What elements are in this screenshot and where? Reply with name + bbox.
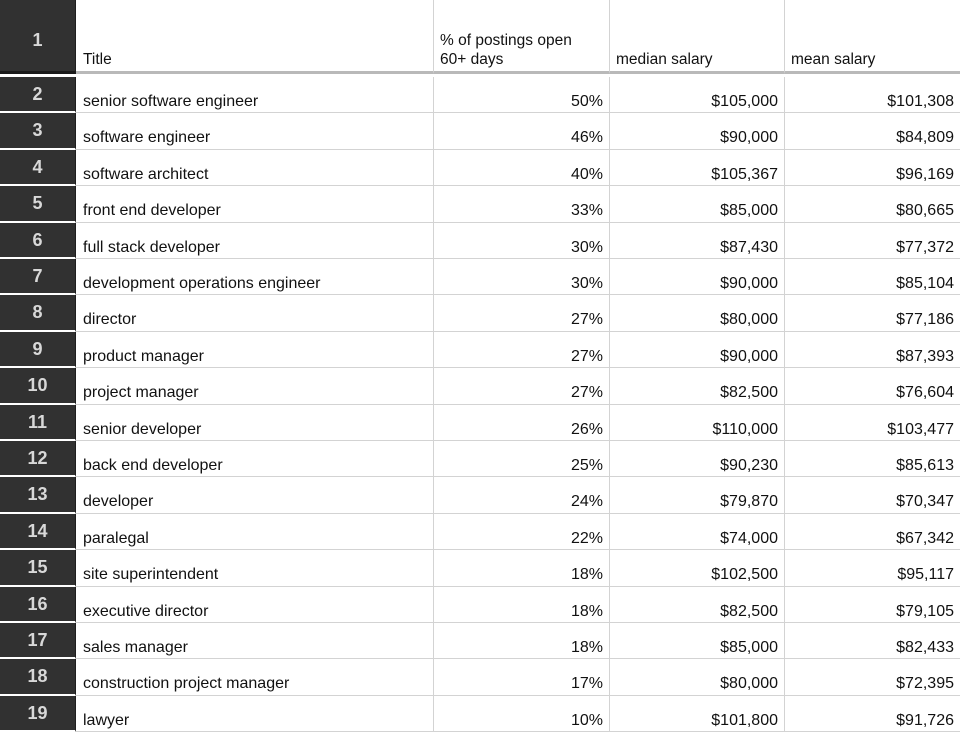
cell-pct-open[interactable]: 30% [434, 223, 610, 259]
cell-title[interactable]: construction project manager [76, 659, 434, 695]
cell-median-salary[interactable]: $79,870 [610, 477, 785, 513]
cell-pct-open[interactable]: 24% [434, 477, 610, 513]
table-row [0, 659, 960, 695]
row-number[interactable]: 3 [0, 113, 76, 149]
cell-title[interactable]: senior software engineer [76, 77, 434, 113]
table-row [0, 332, 960, 368]
row-number[interactable]: 4 [0, 150, 76, 186]
row-number[interactable]: 12 [0, 441, 76, 477]
cell-title[interactable]: developer [76, 477, 434, 513]
cell-mean-salary[interactable]: $67,342 [785, 514, 960, 550]
cell-median-salary[interactable]: $80,000 [610, 295, 785, 331]
table-row [0, 405, 960, 441]
row-number[interactable]: 2 [0, 77, 76, 113]
cell-pct-open[interactable]: 30% [434, 259, 610, 295]
row-number[interactable]: 8 [0, 295, 76, 331]
table-row [0, 587, 960, 623]
cell-pct-open[interactable]: 25% [434, 441, 610, 477]
cell-pct-open[interactable]: 46% [434, 113, 610, 149]
cell-mean-salary[interactable]: $70,347 [785, 477, 960, 513]
cell-mean-salary[interactable]: $96,169 [785, 150, 960, 186]
cell-median-salary[interactable]: $90,000 [610, 113, 785, 149]
cell-title[interactable]: paralegal [76, 514, 434, 550]
cell-median-salary[interactable]: $80,000 [610, 659, 785, 695]
row-number[interactable]: 5 [0, 186, 76, 222]
cell-mean-salary[interactable]: $76,604 [785, 368, 960, 404]
cell-median-salary[interactable]: $90,000 [610, 259, 785, 295]
cell-mean-salary[interactable]: $82,433 [785, 623, 960, 659]
row-number[interactable]: 14 [0, 514, 76, 550]
table-row [0, 514, 960, 550]
cell-pct-open[interactable]: 22% [434, 514, 610, 550]
cell-median-salary[interactable]: $110,000 [610, 405, 785, 441]
table-row [0, 441, 960, 477]
cell-mean-salary[interactable]: $77,186 [785, 295, 960, 331]
cell-pct-open[interactable]: 40% [434, 150, 610, 186]
cell-pct-open[interactable]: 18% [434, 587, 610, 623]
cell-mean-salary[interactable]: $79,105 [785, 587, 960, 623]
column-header-pct-open[interactable] [434, 0, 610, 74]
cell-median-salary[interactable]: $82,500 [610, 368, 785, 404]
column-header-title-label: Title [83, 51, 112, 68]
cell-pct-open[interactable]: 27% [434, 332, 610, 368]
table-row [0, 77, 960, 113]
header-row [0, 0, 960, 74]
cell-pct-open[interactable]: 33% [434, 186, 610, 222]
cell-pct-open[interactable]: 18% [434, 623, 610, 659]
cell-pct-open[interactable]: 17% [434, 659, 610, 695]
cell-title[interactable]: senior developer [76, 405, 434, 441]
cell-mean-salary[interactable]: $87,393 [785, 332, 960, 368]
cell-mean-salary[interactable]: $77,372 [785, 223, 960, 259]
cell-mean-salary[interactable]: $85,104 [785, 259, 960, 295]
row-number[interactable]: 10 [0, 368, 76, 404]
cell-title[interactable]: lawyer [76, 696, 434, 732]
table-row [0, 223, 960, 259]
cell-pct-open[interactable]: 27% [434, 295, 610, 331]
column-header-pct-open-label: % of postings open 60+ days [440, 32, 572, 68]
cell-title[interactable]: sales manager [76, 623, 434, 659]
cell-median-salary[interactable]: $87,430 [610, 223, 785, 259]
cell-pct-open[interactable]: 27% [434, 368, 610, 404]
row-number[interactable]: 1 [0, 0, 76, 74]
cell-median-salary[interactable]: $102,500 [610, 550, 785, 586]
column-header-median-salary-label: median salary [616, 51, 713, 68]
cell-pct-open[interactable]: 50% [434, 77, 610, 113]
cell-title[interactable]: software engineer [76, 113, 434, 149]
table-row [0, 259, 960, 295]
table-row [0, 623, 960, 659]
table-row [0, 186, 960, 222]
table-row [0, 696, 960, 732]
cell-median-salary[interactable]: $85,000 [610, 186, 785, 222]
cell-median-salary[interactable]: $74,000 [610, 514, 785, 550]
cell-title[interactable]: executive director [76, 587, 434, 623]
cell-title[interactable]: full stack developer [76, 223, 434, 259]
cell-mean-salary[interactable]: $85,613 [785, 441, 960, 477]
cell-title[interactable]: product manager [76, 332, 434, 368]
cell-median-salary[interactable]: $101,800 [610, 696, 785, 732]
cell-title[interactable]: site superintendent [76, 550, 434, 586]
row-number[interactable]: 9 [0, 332, 76, 368]
row-number[interactable]: 11 [0, 405, 76, 441]
cell-mean-salary[interactable]: $84,809 [785, 113, 960, 149]
cell-mean-salary[interactable]: $95,117 [785, 550, 960, 586]
cell-median-salary[interactable]: $105,000 [610, 77, 785, 113]
cell-pct-open[interactable]: 26% [434, 405, 610, 441]
cell-title[interactable]: director [76, 295, 434, 331]
column-header-mean-salary-label: mean salary [791, 51, 876, 68]
table-row [0, 113, 960, 149]
cell-title[interactable]: software architect [76, 150, 434, 186]
cell-title[interactable]: back end developer [76, 441, 434, 477]
table-row [0, 295, 960, 331]
cell-mean-salary[interactable]: $91,726 [785, 696, 960, 732]
row-number[interactable]: 13 [0, 477, 76, 513]
cell-median-salary[interactable]: $90,000 [610, 332, 785, 368]
row-number[interactable]: 17 [0, 623, 76, 659]
cell-median-salary[interactable]: $90,230 [610, 441, 785, 477]
cell-mean-salary[interactable]: $103,477 [785, 405, 960, 441]
cell-median-salary[interactable]: $105,367 [610, 150, 785, 186]
row-number[interactable]: 18 [0, 659, 76, 695]
table-row [0, 477, 960, 513]
cell-title[interactable]: front end developer [76, 186, 434, 222]
cell-title[interactable]: project manager [76, 368, 434, 404]
table-row [0, 150, 960, 186]
cell-pct-open[interactable]: 18% [434, 550, 610, 586]
row-number[interactable]: 16 [0, 587, 76, 623]
row-number[interactable]: 19 [0, 696, 76, 732]
table-row [0, 550, 960, 586]
row-number[interactable]: 7 [0, 259, 76, 295]
cell-median-salary[interactable]: $82,500 [610, 587, 785, 623]
column-header-mean-salary[interactable] [785, 0, 960, 74]
cell-median-salary[interactable]: $85,000 [610, 623, 785, 659]
column-header-median-salary[interactable] [610, 0, 785, 74]
table-row [0, 368, 960, 404]
cell-pct-open[interactable]: 10% [434, 696, 610, 732]
row-number[interactable]: 15 [0, 550, 76, 586]
column-header-title[interactable] [76, 0, 434, 74]
cell-title[interactable]: development operations engineer [76, 259, 434, 295]
cell-mean-salary[interactable]: $101,308 [785, 77, 960, 113]
cell-mean-salary[interactable]: $72,395 [785, 659, 960, 695]
row-number[interactable]: 6 [0, 223, 76, 259]
cell-mean-salary[interactable]: $80,665 [785, 186, 960, 222]
